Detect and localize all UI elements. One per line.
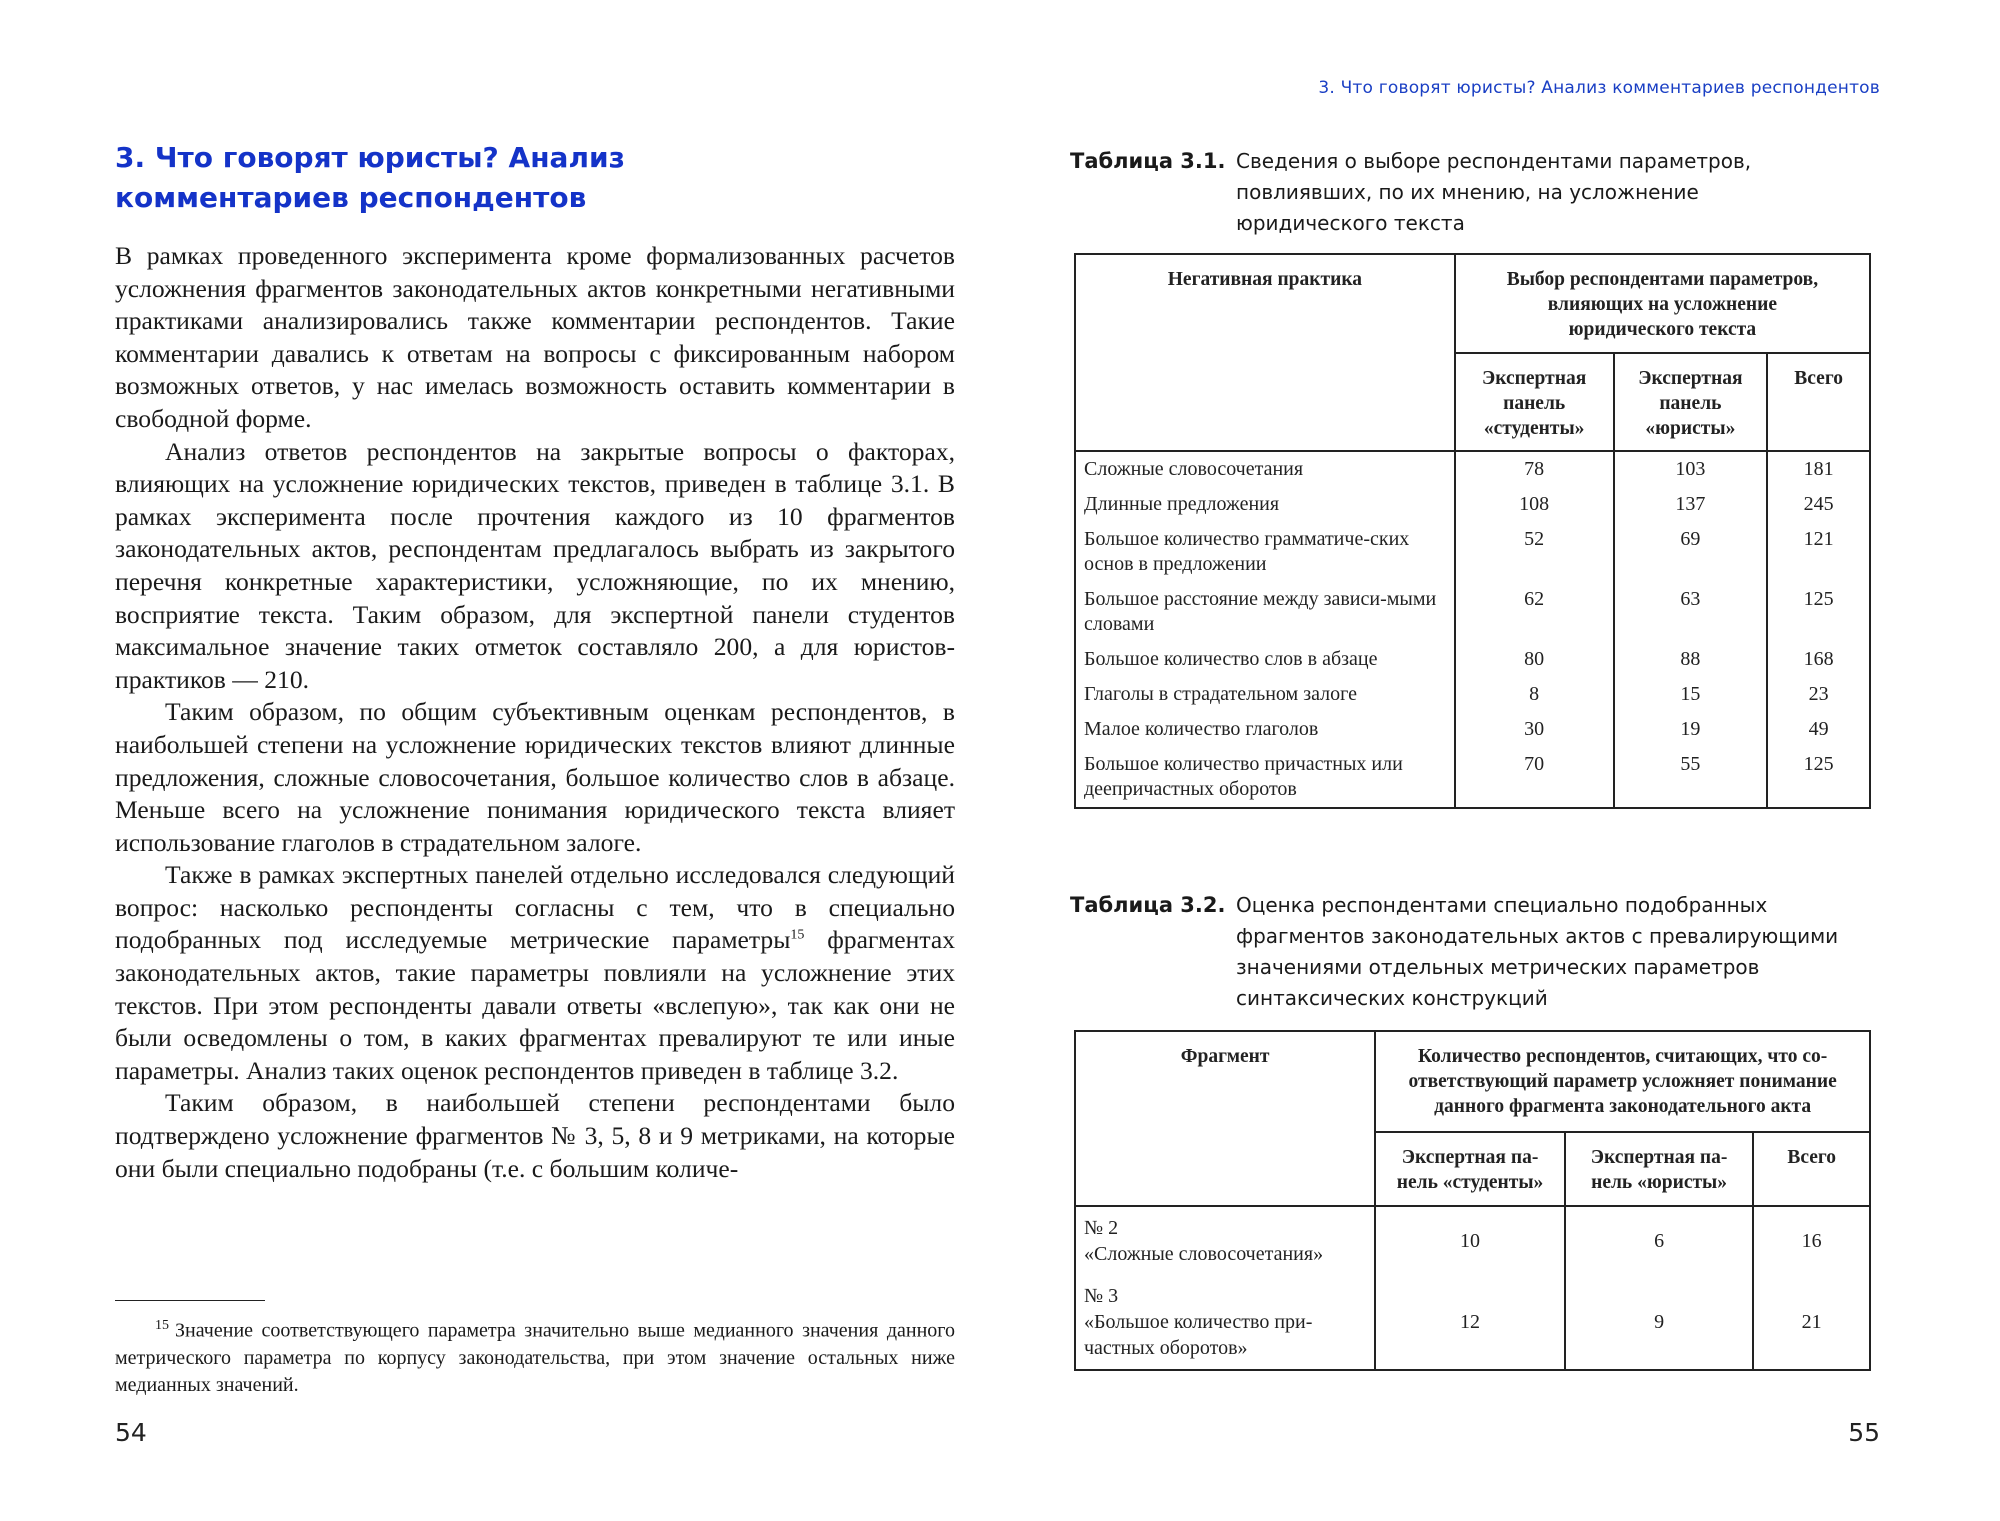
header-line: «студенты» <box>1483 418 1585 439</box>
header-total: Всего <box>1767 353 1870 451</box>
cell-total: 21 <box>1753 1275 1870 1370</box>
cell-students: 8 <box>1455 677 1614 712</box>
table-row <box>1075 712 1870 747</box>
header-total: Всего <box>1753 1132 1870 1206</box>
cell-lawyers: 55 <box>1614 747 1768 808</box>
cell-lawyers: 137 <box>1614 487 1768 522</box>
cell-total: 121 <box>1767 522 1870 582</box>
header-lawyers <box>1614 353 1768 451</box>
table-3-2-caption-line: значениями отдельных метрических параметров <box>1236 955 1760 979</box>
header-students <box>1375 1132 1565 1206</box>
running-head: 3. Что говорят юристы? Анализ комментариев респондентов <box>1318 78 1880 98</box>
fragment-name: «Сложные словосочетания» <box>1084 1243 1324 1265</box>
table-3-1 <box>1074 253 1871 809</box>
table-3-2-caption-line: фрагментов законодательных актов с превалирующими <box>1236 924 1839 948</box>
row-label <box>1075 1206 1375 1275</box>
table-row <box>1075 487 1870 522</box>
cell-total: 16 <box>1753 1206 1870 1275</box>
table-3-1-caption-line: повлиявших, по их мнению, на усложнение <box>1236 180 1699 204</box>
row-label: Глаголы в страдательном залоге <box>1075 677 1455 712</box>
header-respondent-count <box>1375 1031 1870 1132</box>
cell-total: 168 <box>1767 642 1870 677</box>
page-number-right: 55 <box>1848 1418 1880 1447</box>
fragment-number: № 3 <box>1084 1285 1119 1307</box>
paragraph-4 <box>115 859 955 1087</box>
header-line: нель «юристы» <box>1591 1172 1728 1193</box>
cell-students: 78 <box>1455 451 1614 487</box>
table-row <box>1075 1275 1870 1370</box>
header-negative-practice: Негативная практика <box>1075 254 1455 451</box>
header-lawyers <box>1565 1132 1754 1206</box>
row-label: Большое расстояние между зависи-мыми словами <box>1075 582 1455 642</box>
cell-lawyers: 103 <box>1614 451 1768 487</box>
row-label: Сложные словосочетания <box>1075 451 1455 487</box>
table-row <box>1075 451 1870 487</box>
header-line: Экспертная <box>1638 368 1743 389</box>
header-line: Экспертная па- <box>1401 1147 1539 1168</box>
cell-lawyers: 19 <box>1614 712 1768 747</box>
header-group-line: данного фрагмента законодательного акта <box>1434 1096 1812 1117</box>
cell-lawyers: 15 <box>1614 677 1768 712</box>
page-number-left: 54 <box>115 1418 147 1447</box>
fragment-number: № 2 <box>1084 1217 1119 1239</box>
paragraph-4-text: Также в рамках экспертных панелей отдельно исследовался следующий вопрос: насколько респонденты согласны с тем, что в специально подобранных под исследуемые метрические параметры <box>115 860 955 955</box>
table-3-2-caption-line: синтаксических конструкций <box>1236 986 1548 1010</box>
paragraph-2: Анализ ответов респондентов на закрытые вопросы о факторах, влияющих на усложнение юридических текстов, приведен в таблице 3.1. В рамках эксперимента после прочтения каждого из 10 фрагментов законодательных актов, респондентам предлагалось выбрать из закрытого перечня конкретные характеристики, усложняющие, по их мнению, восприятие текста. Таким образом, для экспертной панели студентов максимальное значение таких отметок составляло 200, а для юристов-практиков — 210. <box>115 436 955 694</box>
header-line: «юристы» <box>1645 418 1736 439</box>
table-3-2 <box>1074 1030 1871 1371</box>
cell-students: 62 <box>1455 582 1614 642</box>
cell-students: 10 <box>1375 1206 1565 1275</box>
cell-students: 70 <box>1455 747 1614 808</box>
table-3-1-caption-line: Сведения о выборе респондентами параметров, <box>1236 149 1752 173</box>
cell-total: 125 <box>1767 582 1870 642</box>
table-row <box>1075 1206 1870 1275</box>
cell-total: 125 <box>1767 747 1870 808</box>
row-label: Большое количество грамматиче-ских основ в предложении <box>1075 522 1455 582</box>
table-3-1-caption <box>1070 146 1890 239</box>
body-text <box>115 240 955 1185</box>
table-3-1-caption-line: юридического текста <box>1236 211 1465 235</box>
header-fragment: Фрагмент <box>1075 1031 1375 1206</box>
cell-lawyers: 9 <box>1565 1275 1754 1370</box>
paragraph-5: Таким образом, в наибольшей степени респондентами было подтверждено усложнение фрагментов № 3, 5, 8 и 9 метриками, на которые они были специально подобраны (т.е. с большим количе- <box>115 1088 955 1183</box>
header-group-line: юридического текста <box>1568 319 1757 340</box>
paragraph-4-continued: фрагментах законодательных актов, такие параметры повлияли на усложнение этих текстов. При этом респонденты давали ответы «вслепую», так как они не были осведомлены о том, в каких фрагментах превалируют те или иные параметры. Анализ таких оценок респондентов приведен в таблице 3.2. <box>115 925 955 1085</box>
cell-lawyers: 69 <box>1614 522 1768 582</box>
table-3-2-label: Таблица 3.2. <box>1070 893 1226 917</box>
table-row <box>1075 582 1870 642</box>
header-group-line: влияющих на усложнение <box>1547 294 1778 315</box>
row-label: Малое количество глаголов <box>1075 712 1455 747</box>
table-3-2-caption-line: Оценка респондентами специально подобранных <box>1236 893 1768 917</box>
row-label: Большое количество причастных или деепричастных оборотов <box>1075 747 1455 808</box>
header-line: нель «студенты» <box>1396 1172 1544 1193</box>
cell-students: 80 <box>1455 642 1614 677</box>
paragraph-3: Таким образом, по общим субъективным оценкам респондентов, в наибольшей степени на усложнение юридических текстов влияют длинные предложения, сложные словосочетания, большое количество слов в абзаце. Меньше всего на усложнение понимания юридического текста влияет использование глаголов в страдательном залоге. <box>115 697 955 857</box>
cell-students: 12 <box>1375 1275 1565 1370</box>
header-line: Экспертная па- <box>1590 1147 1728 1168</box>
header-line: Экспертная <box>1482 368 1587 389</box>
cell-lawyers: 6 <box>1565 1206 1754 1275</box>
footnote-divider <box>115 1300 265 1301</box>
right-page <box>1000 0 2000 1521</box>
table-3-2-caption <box>1070 890 1890 1014</box>
fragment-name: «Большое количество при-частных оборотов» <box>1084 1311 1313 1359</box>
cell-total: 23 <box>1767 677 1870 712</box>
table-row <box>1075 522 1870 582</box>
cell-total: 181 <box>1767 451 1870 487</box>
table-row <box>1075 747 1870 808</box>
footnote-ref[interactable]: 15 <box>790 927 805 943</box>
header-students <box>1455 353 1614 451</box>
paragraph-1: В рамках проведенного эксперимента кроме формализованных расчетов усложнения фрагментов законодательных актов конкретными негативными практиками анализировались также комментарии респондентов. Такие комментарии давались к ответам на вопросы с фиксированным набором возможных ответов, у нас имелась возможность оставить комментарии в свободной форме. <box>115 241 955 433</box>
cell-total: 49 <box>1767 712 1870 747</box>
cell-students: 108 <box>1455 487 1614 522</box>
header-line: панель <box>1503 393 1566 414</box>
cell-students: 30 <box>1455 712 1614 747</box>
header-group-line: ответствующий параметр усложняет понимание <box>1408 1071 1837 1092</box>
footnote-number: 15 <box>155 1318 169 1333</box>
cell-total: 245 <box>1767 487 1870 522</box>
footnote-text: Значение соответствующего параметра значительно выше медианного значения данного метрического параметра по корпусу законодательства, при этом значение остальных ниже медианных значений. <box>115 1319 955 1396</box>
footnote <box>115 1312 955 1399</box>
header-group-line: Выбор респондентами параметров, <box>1506 269 1819 290</box>
table-row <box>1075 642 1870 677</box>
chapter-title-line-2: комментариев респондентов <box>115 181 587 214</box>
table-row <box>1075 677 1870 712</box>
header-group-line: Количество респондентов, считающих, что со- <box>1418 1046 1828 1067</box>
cell-lawyers: 63 <box>1614 582 1768 642</box>
row-label <box>1075 1275 1375 1370</box>
row-label: Длинные предложения <box>1075 487 1455 522</box>
row-label: Большое количество слов в абзаце <box>1075 642 1455 677</box>
cell-students: 52 <box>1455 522 1614 582</box>
cell-lawyers: 88 <box>1614 642 1768 677</box>
header-parameter-choice <box>1455 254 1870 353</box>
table-3-1-label: Таблица 3.1. <box>1070 149 1226 173</box>
chapter-title-line-1: 3. Что говорят юристы? Анализ <box>115 141 625 174</box>
chapter-title <box>115 138 675 218</box>
header-line: панель <box>1659 393 1722 414</box>
